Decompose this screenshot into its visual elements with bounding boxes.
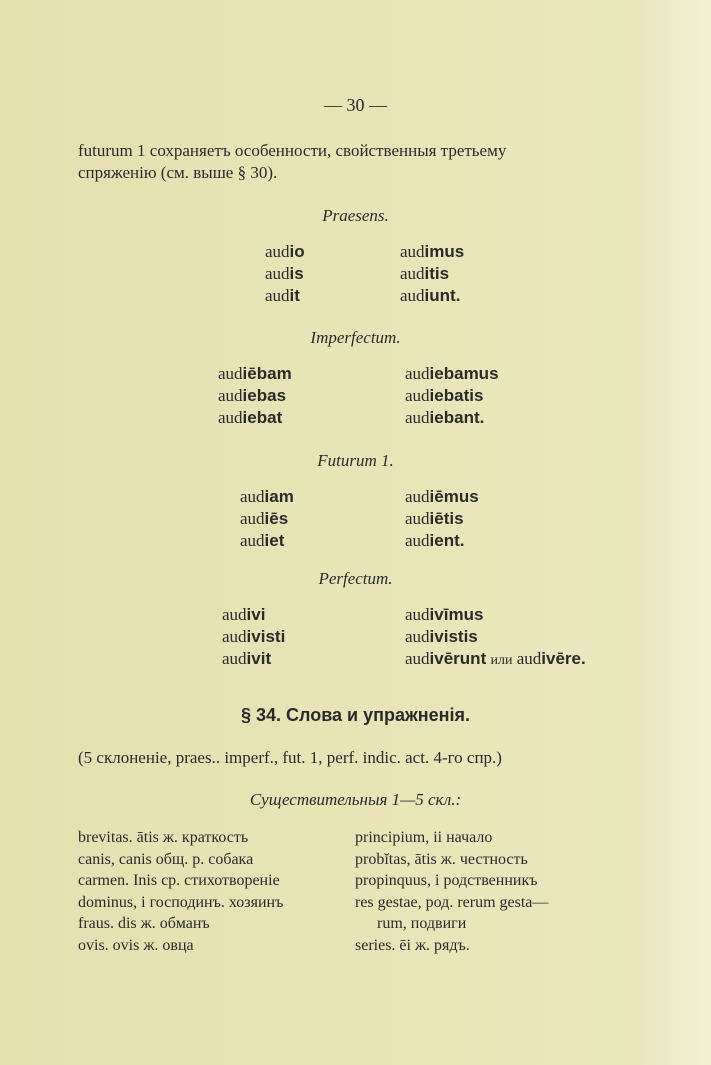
stem: aud (240, 509, 265, 528)
conjugation-form (405, 605, 483, 625)
intro-line: futurum 1 сохраняетъ особенности, свойственныя третьему (78, 141, 507, 160)
stem: aud (265, 242, 290, 261)
stem: aud (405, 627, 430, 646)
conjugation-form (405, 408, 484, 428)
conjugation-form (265, 242, 305, 262)
or-word: или (490, 653, 513, 668)
stem: aud (222, 605, 247, 624)
vocab-entry: dominus, i господинъ. хозяинъ (78, 893, 284, 911)
ending: ient. (429, 531, 465, 550)
stem: aud (405, 386, 430, 405)
conjugation-title: Praesens. (322, 206, 389, 225)
stem: aud (405, 605, 430, 624)
stem: aud (405, 509, 430, 528)
ending: ivit (246, 649, 272, 668)
conjugation-form (405, 531, 465, 551)
stem: aud (405, 364, 430, 383)
ending: iunt. (424, 286, 461, 305)
conjugation-form (405, 364, 499, 384)
vocab-entry: propinquus, i родственникъ (355, 872, 538, 889)
stem: aud (400, 242, 425, 261)
ending: itis (424, 264, 450, 283)
stem: aud (218, 408, 243, 427)
conjugation-form (400, 242, 464, 262)
ending: iebat (242, 408, 283, 427)
conjugation-title: Futurum 1. (317, 451, 394, 470)
ending: is (289, 264, 304, 283)
stem: aud (218, 364, 243, 383)
stem: aud (516, 649, 542, 668)
conjugation-title: Imperfectum. (310, 328, 401, 347)
stem: aud (265, 264, 290, 283)
ending: ivērunt (429, 649, 487, 668)
ending: iebatis (429, 386, 484, 405)
ending: iēmus (429, 487, 479, 506)
stem: aud (222, 649, 247, 668)
stem: aud (405, 531, 430, 550)
vocab-entry: brevitas. ātis ж. краткость (78, 829, 249, 846)
ending: iebamus (429, 364, 499, 383)
vocab-entry: probĭtas, ātis ж. честность (355, 850, 528, 868)
conjugation-form (218, 408, 282, 428)
conjugation-title: Perfectum. (318, 569, 393, 588)
conjugation-form (400, 286, 460, 306)
ending: iet (264, 531, 285, 550)
ending: ivēre. (541, 649, 586, 668)
conjugation-form (265, 286, 300, 306)
conjugation-form (222, 627, 285, 647)
conjugation-form (405, 649, 586, 669)
vocab-entry: rum, подвиги (377, 915, 467, 932)
stem: aud (240, 487, 265, 506)
stem: aud (405, 487, 430, 506)
vocab-entry: ovis. ovis ж. овца (78, 936, 194, 954)
ending: iebas (242, 386, 287, 405)
ending: io (289, 242, 305, 261)
vocab-entry: principium, ii начало (355, 829, 493, 846)
conjugation-form (222, 605, 265, 625)
conjugation-form (240, 487, 294, 507)
ending: it (289, 286, 300, 305)
conjugation-form (265, 264, 304, 284)
conjugation-form (218, 364, 292, 384)
conjugation-form (405, 487, 479, 507)
stem: aud (405, 408, 430, 427)
ending: ivi (246, 605, 266, 624)
vocab-entry: res gestae, род. rerum gesta— (355, 893, 549, 911)
conjugation-form (218, 386, 286, 406)
conjugation-form (240, 509, 288, 529)
vocab-heading: Существительныя 1—5 скл.: (249, 790, 462, 809)
stem: aud (400, 286, 425, 305)
ending: ivistis (429, 627, 478, 646)
stem: aud (222, 627, 247, 646)
section-heading: § 34. Слова и упражненія. (240, 705, 471, 725)
vocab-entry: fraus. dis ж. обманъ (78, 915, 210, 932)
vocab-entry: series. ēi ж. рядъ. (355, 936, 470, 954)
stem: aud (400, 264, 425, 283)
section-note: (5 склоненіе, praes.. imperf., fut. 1, perf. indic. act. 4-го спр.) (78, 748, 502, 767)
ending: iētis (429, 509, 464, 528)
stem: aud (218, 386, 243, 405)
conjugation-form (405, 509, 464, 529)
page-number: — 30 — (324, 95, 387, 115)
conjugation-form (405, 386, 483, 406)
vocab-entry: canis, canis общ. р. собака (78, 850, 254, 868)
stem: aud (405, 649, 430, 668)
ending: imus (424, 242, 465, 261)
ending: iēs (264, 509, 289, 528)
stem: aud (265, 286, 290, 305)
ending: ivisti (246, 627, 286, 646)
ending: ivīmus (429, 605, 484, 624)
intro-line: спряженію (см. выше § 30). (78, 163, 278, 182)
conjugation-form (222, 649, 271, 669)
conjugation-form (405, 627, 478, 647)
conjugation-form (400, 264, 449, 284)
ending: iēbam (242, 364, 292, 383)
ending: iam (264, 487, 294, 506)
conjugation-form (240, 531, 284, 551)
vocab-entry: carmen. Inis ср. стихотвореніе (78, 872, 280, 889)
stem: aud (240, 531, 265, 550)
ending: iebant. (429, 408, 485, 427)
